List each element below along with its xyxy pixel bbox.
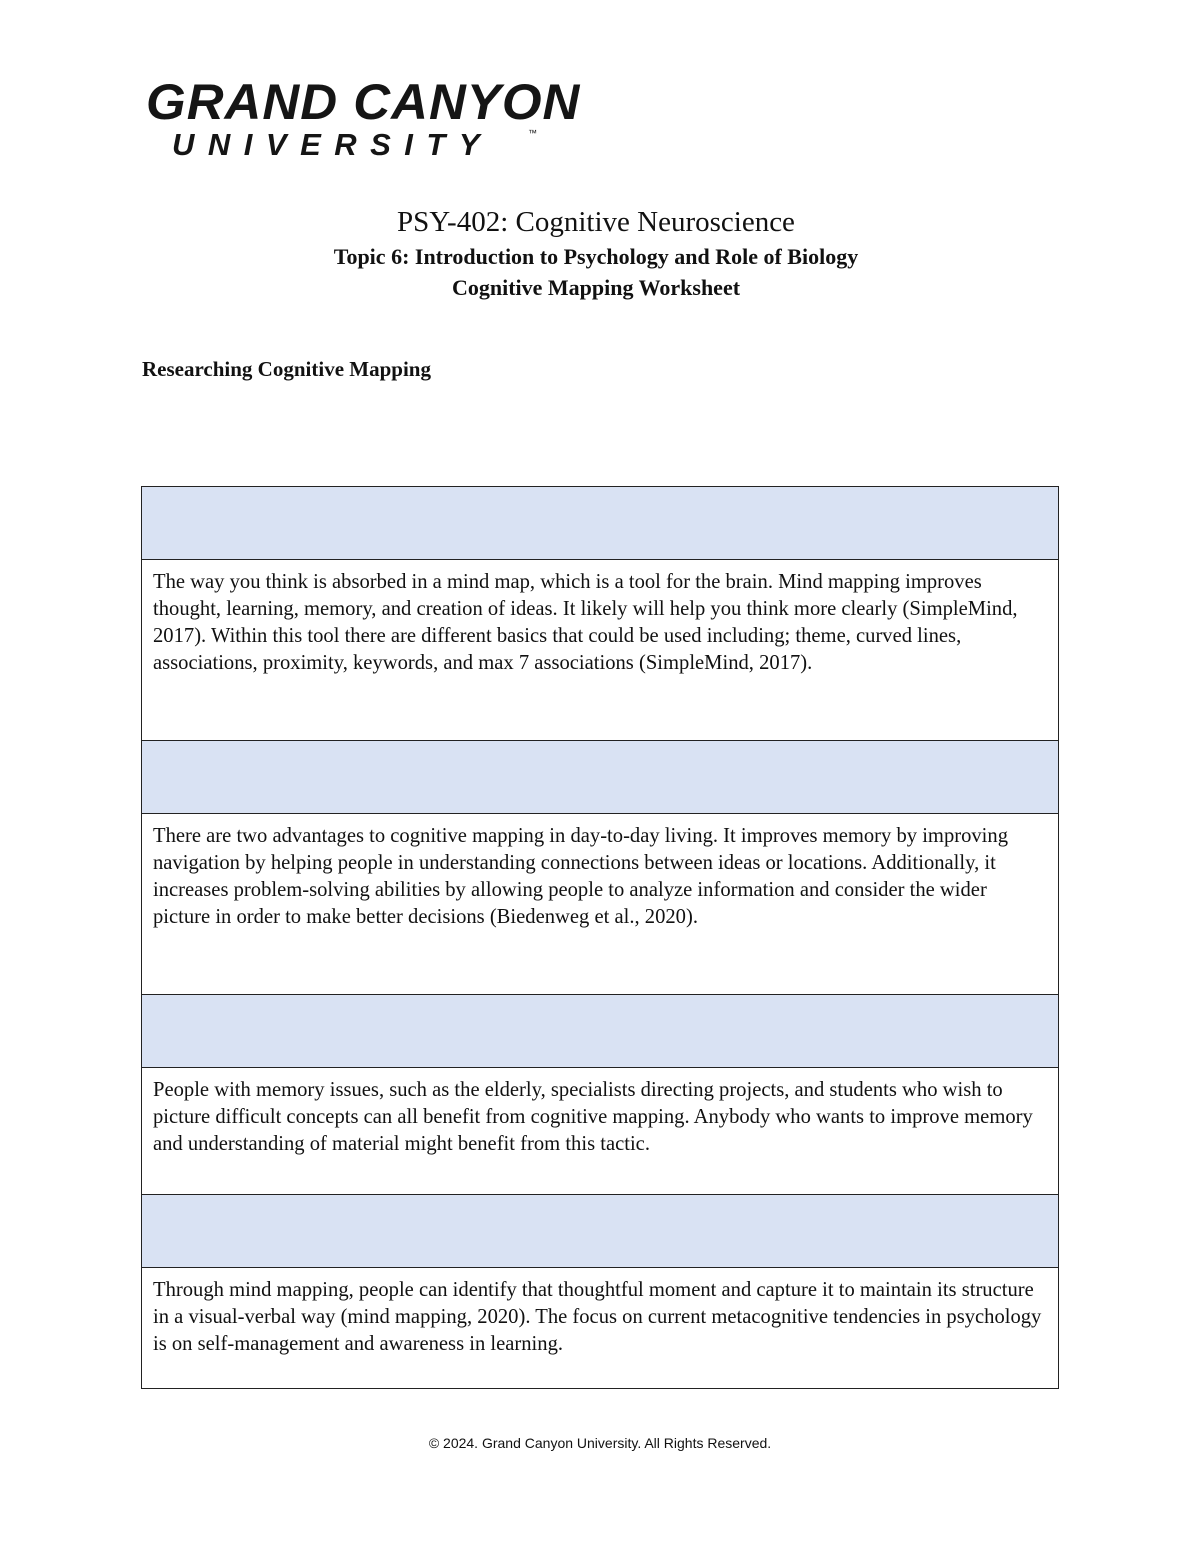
answer-cell-3: People with memory issues, such as the elderly, specialists directing projects, and students who wish to picture difficult concepts can all benefit from cognitive mapping. Anybody who wants to improve memory and understanding of material might benefit from this tactic. [142,1068,1059,1195]
prompt-cell-2 [142,741,1059,814]
topic-title: Topic 6: Introduction to Psychology and Role of Biology [333,244,859,269]
worksheet-title: Cognitive Mapping Worksheet [451,275,741,300]
answer-row [142,560,1059,741]
course-title: PSY-402: Cognitive Neuroscience [397,206,795,238]
answer-cell-2: There are two advantages to cognitive mapping in day-to-day living. It improves memory by improving navigation by helping people in understanding connections between ideas or locations. Additionally, it increases problem-solving abilities by allowing people to analyze information and consider the wider picture in order to make better decisions (Biedenweg et al., 2020). [142,814,1059,995]
answer-row [142,814,1059,995]
copyright-footer: © 2024. Grand Canyon University. All Rights Reserved. [428,1435,772,1451]
answer-row [142,1068,1059,1195]
prompt-cell-1 [142,487,1059,560]
logo-trademark: ™ [528,128,537,138]
answer-cell-4: Through mind mapping, people can identify that thoughtful moment and capture it to maintain its structure in a visual-verbal way (mind mapping, 2020). The focus on current metacognitive tendencies in psychology is on self-management and awareness in learning. [142,1268,1059,1389]
university-logo [146,74,581,166]
prompt-row [142,1195,1059,1268]
answer-row [142,1268,1059,1389]
answer-cell-1: The way you think is absorbed in a mind map, which is a tool for the brain. Mind mapping improves thought, learning, memory, and creation of ideas. It likely will help you think more clearly (SimpleMind, 2017). Within this tool there are different basics that could be used including; theme, curved lines, associations, proximity, keywords, and max 7 associations (SimpleMind, 2017). [142,560,1059,741]
title-block [0,203,1192,303]
prompt-cell-4 [142,1195,1059,1268]
prompt-row [142,487,1059,560]
section-heading: Researching Cognitive Mapping [142,357,431,381]
logo-wordmark-bottom: UNIVERSITY [172,127,494,162]
prompt-row [142,995,1059,1068]
logo-wordmark-top: GRAND CANYON [146,74,581,130]
prompt-cell-3 [142,995,1059,1068]
worksheet-table [141,486,1059,1389]
prompt-row [142,741,1059,814]
